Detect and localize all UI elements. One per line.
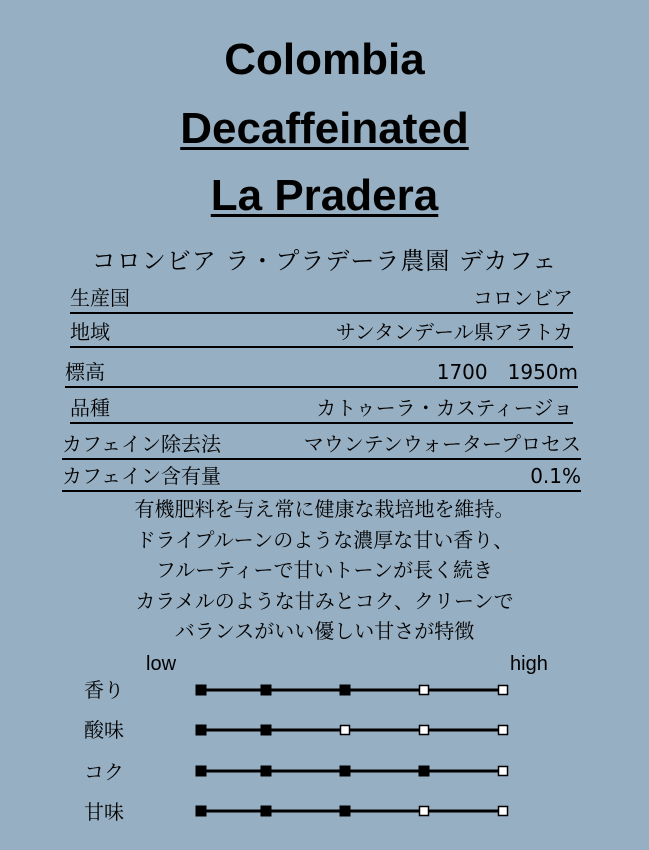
tasting-description <box>0 494 649 647</box>
scale-point-filled <box>261 685 271 695</box>
spec-row-origin <box>70 284 573 314</box>
scale-label-sweetness: 甘味 <box>84 800 124 824</box>
spec-value: サンタンデール県アラトカ <box>335 320 573 344</box>
spec-label: カフェイン除去法 <box>62 432 221 456</box>
spec-value: マウンテンウォータープロセス <box>303 432 581 456</box>
scale-point-empty <box>420 726 429 735</box>
scale-point-filled <box>196 766 206 776</box>
scale-point-filled <box>196 685 206 695</box>
title-process: Decaffeinated <box>180 104 469 153</box>
scale-point-filled <box>340 685 350 695</box>
scale-point-empty <box>341 726 350 735</box>
scale-point-filled <box>261 806 271 816</box>
scale-point-empty <box>420 686 429 695</box>
spec-label: 品種 <box>70 396 110 420</box>
description-line: 有機肥料を与え常に健康な栽培地を維持。 <box>134 497 515 521</box>
spec-label: 地域 <box>70 320 110 344</box>
spec-row-decaf-method <box>62 430 581 460</box>
scale-point-empty <box>499 767 508 776</box>
title-country: Colombia <box>224 35 425 84</box>
description-line: カラメルのような甘みとコク、クリーンで <box>135 588 514 613</box>
spec-row-variety <box>70 394 573 424</box>
description-line: フルーティーで甘いトーンが長く続き <box>155 558 494 582</box>
scale-point-empty <box>420 807 429 816</box>
scale-point-filled <box>196 806 206 816</box>
description-line: バランスがいい優しい甘さが特徴 <box>174 619 475 643</box>
scale-point-filled <box>419 766 429 776</box>
japanese-subtitle: コロンビア ラ・プラデーラ農園 デカフェ <box>91 247 558 275</box>
spec-value: コロンビア <box>473 286 573 310</box>
scale-point-empty <box>499 807 508 816</box>
scale-label-aroma: 香り <box>84 678 124 702</box>
spec-value: カトゥーラ・カスティージョ <box>316 396 573 420</box>
scale-point-filled <box>196 725 206 735</box>
spec-row-region <box>70 318 573 348</box>
scale-point-empty <box>499 726 508 735</box>
spec-row-altitude <box>65 358 578 388</box>
spec-value: 1700 1950m <box>436 360 578 384</box>
scale-point-filled <box>261 766 271 776</box>
scale-point-filled <box>340 766 350 776</box>
scale-label-body: コク <box>84 760 124 784</box>
scale-low-label: low <box>146 653 177 675</box>
description-line: ドライプルーンのような濃厚な甘い香り、 <box>135 527 514 552</box>
scale-point-filled <box>340 806 350 816</box>
scale-label-acidity: 酸味 <box>84 718 124 742</box>
spec-row-caffeine-content <box>62 462 581 492</box>
spec-label: 標高 <box>65 360 105 384</box>
spec-label: 生産国 <box>70 286 130 310</box>
scale-point-filled <box>261 725 271 735</box>
spec-label: カフェイン含有量 <box>62 464 221 488</box>
scale-point-empty <box>499 686 508 695</box>
spec-value: 0.1% <box>530 464 581 488</box>
scale-high-label: high <box>510 653 548 675</box>
title-farm: La Pradera <box>210 171 439 220</box>
